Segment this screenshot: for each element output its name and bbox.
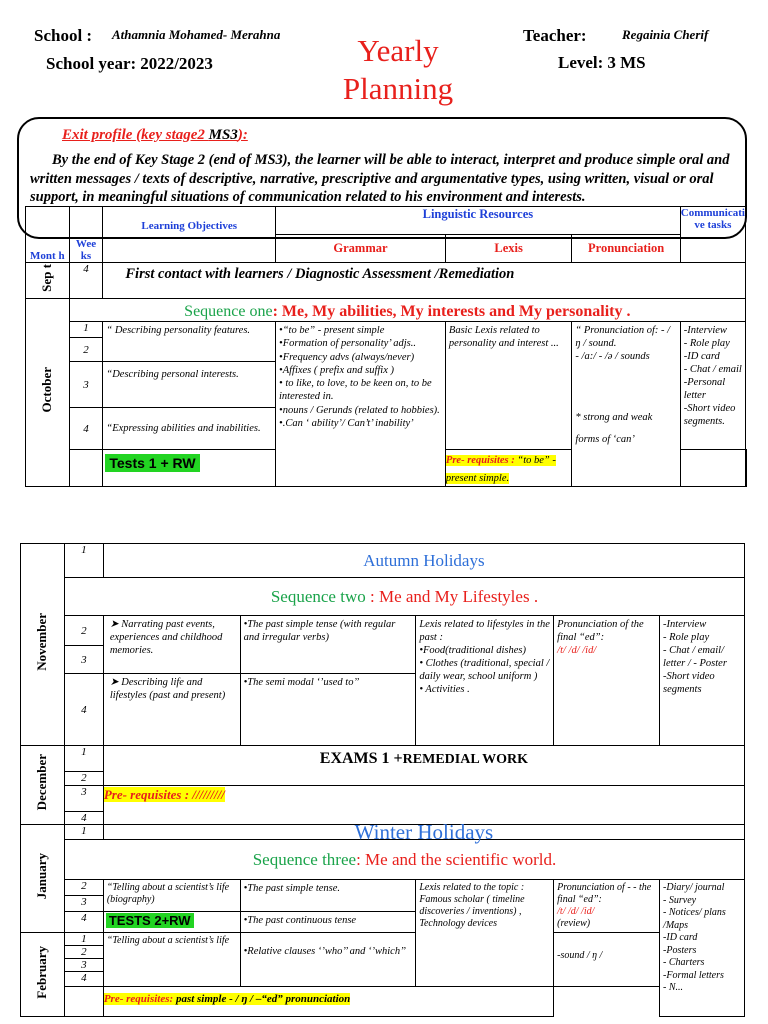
jan-pronunciation: Pronunciation of - - the final “ed”: /t/ /d/ /id/ (review) xyxy=(554,880,660,933)
seq1-row xyxy=(26,299,747,322)
nov-objective-1: ➤ Narrating past events, experiences and childhood memories. xyxy=(103,616,240,674)
nov-week-2-row xyxy=(21,616,745,646)
oct-objective-2: “Describing personal interests. xyxy=(103,362,276,408)
sept-row xyxy=(26,263,747,299)
feb-week-3: 3 xyxy=(64,959,103,972)
header-pronunciation: Pronunciation xyxy=(572,235,680,263)
oct-week-2: 2 xyxy=(69,338,103,362)
sequence-three-label: Sequence three xyxy=(252,849,357,869)
header-weeks: Wee ks xyxy=(69,207,103,263)
tests-1-badge: Tests 1 + RW xyxy=(105,454,199,472)
feb-week-4: 4 xyxy=(64,972,103,987)
teacher-value: Regainia Cherif xyxy=(622,27,709,42)
header-month: Mont h xyxy=(26,207,70,263)
jan-week-1-row xyxy=(21,825,745,840)
feb-objective-1: “Telling about a scientist’s life xyxy=(103,933,240,987)
header-communicative: Communicati ve tasks xyxy=(680,207,745,263)
school-year xyxy=(46,54,213,74)
sequence-one-title: : Me, My abilities, My interests and My personality . xyxy=(272,303,631,320)
dec-week-4: 4 xyxy=(64,812,103,825)
oct-lexis: Basic Lexis related to personality and interest ... xyxy=(445,322,571,450)
feb-prereq-row xyxy=(21,987,745,1017)
jan-week-4: 4 xyxy=(64,912,103,933)
level xyxy=(558,53,646,73)
oct-week-4: 4 xyxy=(69,408,103,450)
feb-week-2: 2 xyxy=(64,946,103,959)
feb-grammar: •Relative clauses ‘’who’’ and ‘’which’’ xyxy=(240,933,416,987)
school-value: Athamnia Mohamed- Merahna xyxy=(112,27,281,42)
nov-tasks: -Interview - Role play - Chat / email/ letter / - Poster -Short video segments xyxy=(660,616,745,746)
oct-tasks: -Interview - Role play -ID card - Chat / email -Personal letter -Short video segments. xyxy=(680,322,745,450)
oct-week-1-row xyxy=(26,322,747,338)
title-line-2: Planning xyxy=(342,71,454,106)
oct-objective-3: “Expressing abilities and inabilities. xyxy=(103,408,276,450)
seq3-row xyxy=(21,840,745,880)
dec-week-3: 3 xyxy=(64,786,103,812)
header-lexis: Lexis xyxy=(445,235,571,263)
nov-week-2: 2 xyxy=(64,616,103,646)
dec-week-2: 2 xyxy=(64,772,103,786)
sequence-three-heading xyxy=(64,840,744,880)
month-december: December xyxy=(21,746,65,825)
month-february: February xyxy=(21,933,65,1017)
oct-grammar: •“to be” - present simple •Formation of personality’ adjs.. •Frequency advs (always/never) •Affixes ( prefix and suffix ) • to like, to love, to be keen on, to be interested in. •nouns / Gerunds (related to hobbies). •.Can ‘ ability’/ Can’t’ inability’ xyxy=(276,322,446,487)
seq2-row xyxy=(21,578,745,616)
month-january: January xyxy=(21,825,65,933)
dec-week-1: 1 xyxy=(64,746,103,772)
page-title xyxy=(318,32,478,108)
level-label: Level: xyxy=(558,53,604,72)
nov-lexis: Lexis related to lifestyles in the past : •Food(traditional dishes) • Clothes (traditional, special / daily wear, school uniform ) • Activities . xyxy=(416,616,554,746)
oct-week-3: 3 xyxy=(69,362,103,408)
month-sept: Sep t xyxy=(26,263,70,299)
school-year-value: 2022/2023 xyxy=(140,54,213,73)
school-label: School : xyxy=(34,26,93,45)
header-linguistic: Linguistic Resources xyxy=(276,207,681,235)
nov-week-3: 3 xyxy=(64,646,103,674)
dec-week-1-row xyxy=(21,746,745,772)
sept-week: 4 xyxy=(69,263,103,299)
oct-prereq: Pre- requisites : “to be” - present simple. xyxy=(445,450,571,487)
exit-profile-title: Exit profile (key stage2 MS3): xyxy=(62,127,248,143)
level-value: 3 MS xyxy=(607,53,646,72)
jan-grammar-2: •The past continuous tense xyxy=(240,912,416,933)
jan-lexis: Lexis related to the topic : Famous scholar ( timeline discoveries / inventions) , Technology devices xyxy=(416,880,554,987)
autumn-holidays: Autumn Holidays xyxy=(103,544,744,578)
jan-tasks: -Diary/ journal - Survey - Notices/ plans /Maps -ID card -Posters - Charters -Formal letters - N... xyxy=(660,880,745,1017)
nov-week-1: 1 xyxy=(64,544,103,578)
tests-1-cell xyxy=(103,450,276,487)
jan-objective-1: “Telling about a scientist’s life (biography) xyxy=(103,880,240,912)
tests-2-badge: TESTS 2+RW xyxy=(106,913,194,928)
nov-objective-2: ➤ Describing life and lifestyles (past and present) xyxy=(103,674,240,746)
oct-objective-1: “ Describing personality features. xyxy=(103,322,276,362)
jan-grammar-1: •The past simple tense. xyxy=(240,880,416,912)
title-line-1: Yearly xyxy=(357,33,439,68)
nov-pronunciation: Pronunciation of the final “ed”: /t/ /d/ /id/ xyxy=(554,616,660,746)
jan-week-1: 1 xyxy=(64,825,103,840)
nov-grammar-1: •The past simple tense (with regular and irregular verbs) xyxy=(240,616,416,674)
oct-pronunciation: “ Pronunciation of: - / ŋ / sound. - /a:/ - /ə / sounds * strong and weak forms of ‘can’ xyxy=(572,322,680,487)
jan-week-2: 2 xyxy=(64,880,103,896)
jan-week-2-row xyxy=(21,880,745,896)
dec-prereq: Pre- requisites : ///////// xyxy=(103,786,744,825)
header-objectives: Learning Objectives xyxy=(103,207,276,263)
nov-week-4: 4 xyxy=(64,674,103,746)
dec-week-3-row xyxy=(21,786,745,812)
planning-table-2 xyxy=(20,543,745,1017)
oct-week-1: 1 xyxy=(69,322,103,338)
sequence-one-heading xyxy=(69,299,745,322)
exams-1: EXAMS 1 +REMEDIAL WORK xyxy=(103,746,744,786)
sequence-two-title: : Me and My Lifestyles . xyxy=(365,586,539,606)
sequence-three-title: : Me and the scientific world. xyxy=(356,849,557,869)
jan-week-3: 3 xyxy=(64,896,103,912)
school-year-label: School year: xyxy=(46,54,137,73)
header-grammar: Grammar xyxy=(276,235,446,263)
nov-autumn-row xyxy=(21,544,745,578)
feb-prereq: Pre- requisites: past simple - / ŋ / –“ed” pronunciation xyxy=(103,987,553,1017)
nov-grammar-2: •The semi modal ‘’used to’’ xyxy=(240,674,416,746)
tests-2-cell xyxy=(103,912,240,933)
feb-week-1: 1 xyxy=(64,933,103,946)
feb-pronunciation: -sound / ŋ / xyxy=(554,933,660,987)
winter-holidays: Winter Holidays xyxy=(103,825,744,840)
sequence-one-label: Sequence one xyxy=(184,303,273,320)
sept-text: First contact with learners / Diagnostic Assessment /Remediation xyxy=(103,263,746,299)
teacher-label: Teacher: xyxy=(523,26,587,45)
sequence-two-heading xyxy=(64,578,744,616)
exit-profile-text: By the end of Key Stage 2 (end of MS3), the learner will be able to interact, interpret and produce simple oral and written messages / texts of descriptive, narrative, prescriptive and argumentative types, using written, visual or oral support, in meaningful situations of communication related to his environment and interests. xyxy=(30,152,730,205)
month-october: October xyxy=(26,299,70,487)
month-november: November xyxy=(21,544,65,746)
sequence-two-label: Sequence two xyxy=(270,586,366,606)
planning-table-1 xyxy=(25,206,747,487)
feb-week-1-row xyxy=(21,933,745,946)
